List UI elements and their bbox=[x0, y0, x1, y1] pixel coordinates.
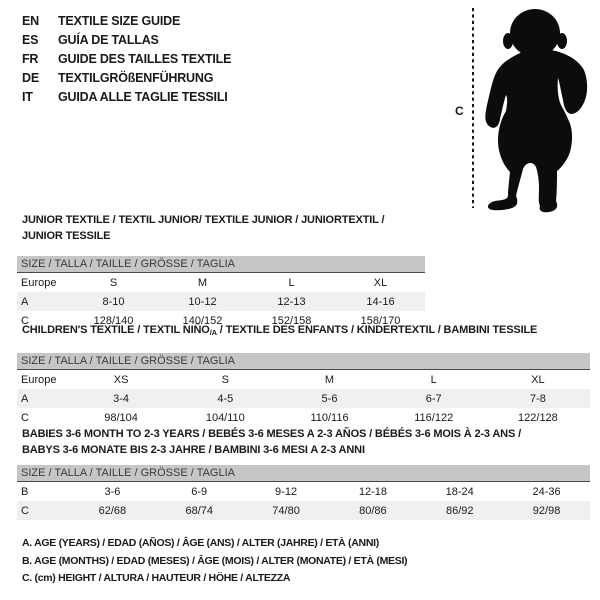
value-cell: 6-7 bbox=[425, 392, 442, 405]
table-row bbox=[17, 273, 425, 292]
title-subscript: /A bbox=[209, 328, 217, 337]
size-header-bar: SIZE / TALLA / TAILLE / GRÖSSE / TAGLIA bbox=[17, 256, 425, 273]
toddler-silhouette-icon bbox=[485, 9, 587, 212]
row-label: C bbox=[21, 411, 29, 424]
title-text: / TEXTILE DES ENFANTS / KINDERTEXTIL / BAMBINI TESSILE bbox=[216, 324, 538, 336]
value-cell: 18-24 bbox=[445, 485, 474, 498]
value-cell: 128/140 bbox=[93, 314, 134, 327]
size-cell: XS bbox=[113, 373, 129, 386]
size-cell: XL bbox=[373, 276, 388, 289]
value-cell: 122/128 bbox=[518, 411, 558, 424]
title-line2: BABYS 3-6 MONATE BIS 2-3 JAHRE / BAMBINI 3-6 MESI A 2-3 ANNI bbox=[22, 444, 365, 456]
value-cell: 4-5 bbox=[217, 392, 234, 405]
size-cell: XL bbox=[531, 373, 545, 386]
language-code: IT bbox=[22, 89, 33, 104]
table-title: JUNIOR TEXTILE / TEXTIL JUNIOR/ TEXTILE JUNIOR / JUNIORTEXTIL / JUNIOR TESSILE bbox=[22, 214, 385, 242]
value-cell: 3-6 bbox=[104, 485, 121, 498]
guide-title: GUIDA ALLE TAGLIE TESSILI bbox=[58, 89, 228, 104]
table-title bbox=[17, 424, 590, 458]
table-title bbox=[17, 320, 590, 341]
size-cell: L bbox=[430, 373, 437, 386]
row-label: C bbox=[21, 504, 29, 517]
value-cell: 86/92 bbox=[445, 504, 474, 517]
measure-legend bbox=[22, 535, 407, 588]
table-row bbox=[17, 482, 590, 501]
value-cell: 74/80 bbox=[272, 504, 300, 517]
legend-line-c: C. (cm) HEIGHT / ALTURA / HAUTEUR / HÖHE / ALTEZZA bbox=[22, 572, 291, 584]
language-code: FR bbox=[22, 51, 39, 66]
language-row-es bbox=[22, 30, 231, 49]
row-label: A bbox=[21, 295, 29, 308]
value-cell: 3-4 bbox=[113, 392, 130, 405]
table-row bbox=[17, 370, 590, 389]
value-cell: 92/98 bbox=[532, 504, 561, 517]
table-row bbox=[17, 501, 590, 520]
guide-title: TEXTILE SIZE GUIDE bbox=[58, 13, 181, 28]
table-row bbox=[17, 389, 590, 408]
value-cell: 98/104 bbox=[104, 411, 138, 424]
value-cell: 62/68 bbox=[98, 504, 127, 517]
value-cell: 140/152 bbox=[182, 314, 223, 327]
value-cell: 80/86 bbox=[359, 504, 387, 517]
size-cell: M bbox=[197, 276, 208, 289]
value-cell: 10-12 bbox=[188, 295, 217, 308]
value-cell: 5-6 bbox=[321, 392, 338, 405]
value-cell: 9-12 bbox=[275, 485, 298, 498]
guide-title: GUIDE DES TAILLES TEXTILE bbox=[58, 51, 232, 66]
value-cell: 104/110 bbox=[205, 411, 245, 424]
value-cell: 12-13 bbox=[277, 295, 306, 308]
legend-line-b: B. AGE (MONTHS) / EDAD (MESES) / ÂGE (MOIS) / ALTER (MONATE) / ETÀ (MESI) bbox=[22, 554, 408, 567]
language-code: EN bbox=[22, 13, 39, 28]
value-cell: 116/122 bbox=[414, 411, 454, 424]
row-label: C bbox=[21, 314, 29, 327]
table-row bbox=[17, 292, 425, 311]
language-row-en bbox=[22, 11, 231, 30]
language-row-de bbox=[22, 68, 231, 87]
row-label: Europe bbox=[21, 373, 57, 386]
size-cell: S bbox=[221, 373, 229, 386]
value-cell: 7-8 bbox=[529, 392, 546, 405]
size-header-bar: SIZE / TALLA / TAILLE / GRÖSSE / TAGLIA bbox=[17, 465, 590, 482]
height-figure-graphic bbox=[440, 0, 600, 215]
language-row-fr bbox=[22, 49, 231, 68]
language-row-it bbox=[22, 87, 231, 106]
row-label: Europe bbox=[21, 276, 57, 289]
title-text: CHILDREN'S TEXTILE / TEXTIL NIÑO bbox=[22, 324, 210, 336]
guide-title: TEXTILGRÖßENFÜHRUNG bbox=[58, 70, 214, 85]
size-cell: M bbox=[324, 373, 335, 386]
value-cell: 6-9 bbox=[191, 485, 208, 498]
value-cell: 12-18 bbox=[358, 485, 387, 498]
size-cell: L bbox=[288, 276, 295, 289]
size-cell: S bbox=[109, 276, 118, 289]
language-title-list bbox=[22, 11, 231, 106]
row-label: A bbox=[21, 392, 29, 405]
row-label: B bbox=[21, 485, 29, 498]
language-code: ES bbox=[22, 32, 39, 47]
height-figure bbox=[440, 0, 600, 215]
title-line1: BABIES 3-6 MONTH TO 2-3 YEARS / BEBÉS 3-6 MESES A 2-3 AÑOS / BÉBÉS 3-6 MOIS À 2-3 ANS / bbox=[22, 428, 521, 440]
height-marker-label: C bbox=[455, 104, 464, 118]
childrens-size-table bbox=[17, 320, 590, 427]
value-cell: 68/74 bbox=[185, 504, 213, 517]
guide-title: GUÍA DE TALLAS bbox=[58, 32, 159, 47]
value-cell: 14-16 bbox=[366, 295, 395, 308]
legend-line-a: A. AGE (YEARS) / EDAD (AÑOS) / ÂGE (ANS) / ALTER (JAHRE) / ETÀ (ANNI) bbox=[22, 537, 379, 549]
value-cell: 158/170 bbox=[360, 314, 401, 327]
junior-size-table bbox=[17, 210, 425, 330]
value-cell: 24-36 bbox=[532, 485, 561, 498]
value-cell: 110/116 bbox=[310, 411, 349, 424]
size-header-bar: SIZE / TALLA / TAILLE / GRÖSSE / TAGLIA bbox=[17, 353, 590, 370]
babies-size-table bbox=[17, 424, 590, 520]
language-code: DE bbox=[22, 70, 39, 85]
value-cell: 152/158 bbox=[271, 314, 312, 327]
value-cell: 8-10 bbox=[102, 295, 125, 308]
